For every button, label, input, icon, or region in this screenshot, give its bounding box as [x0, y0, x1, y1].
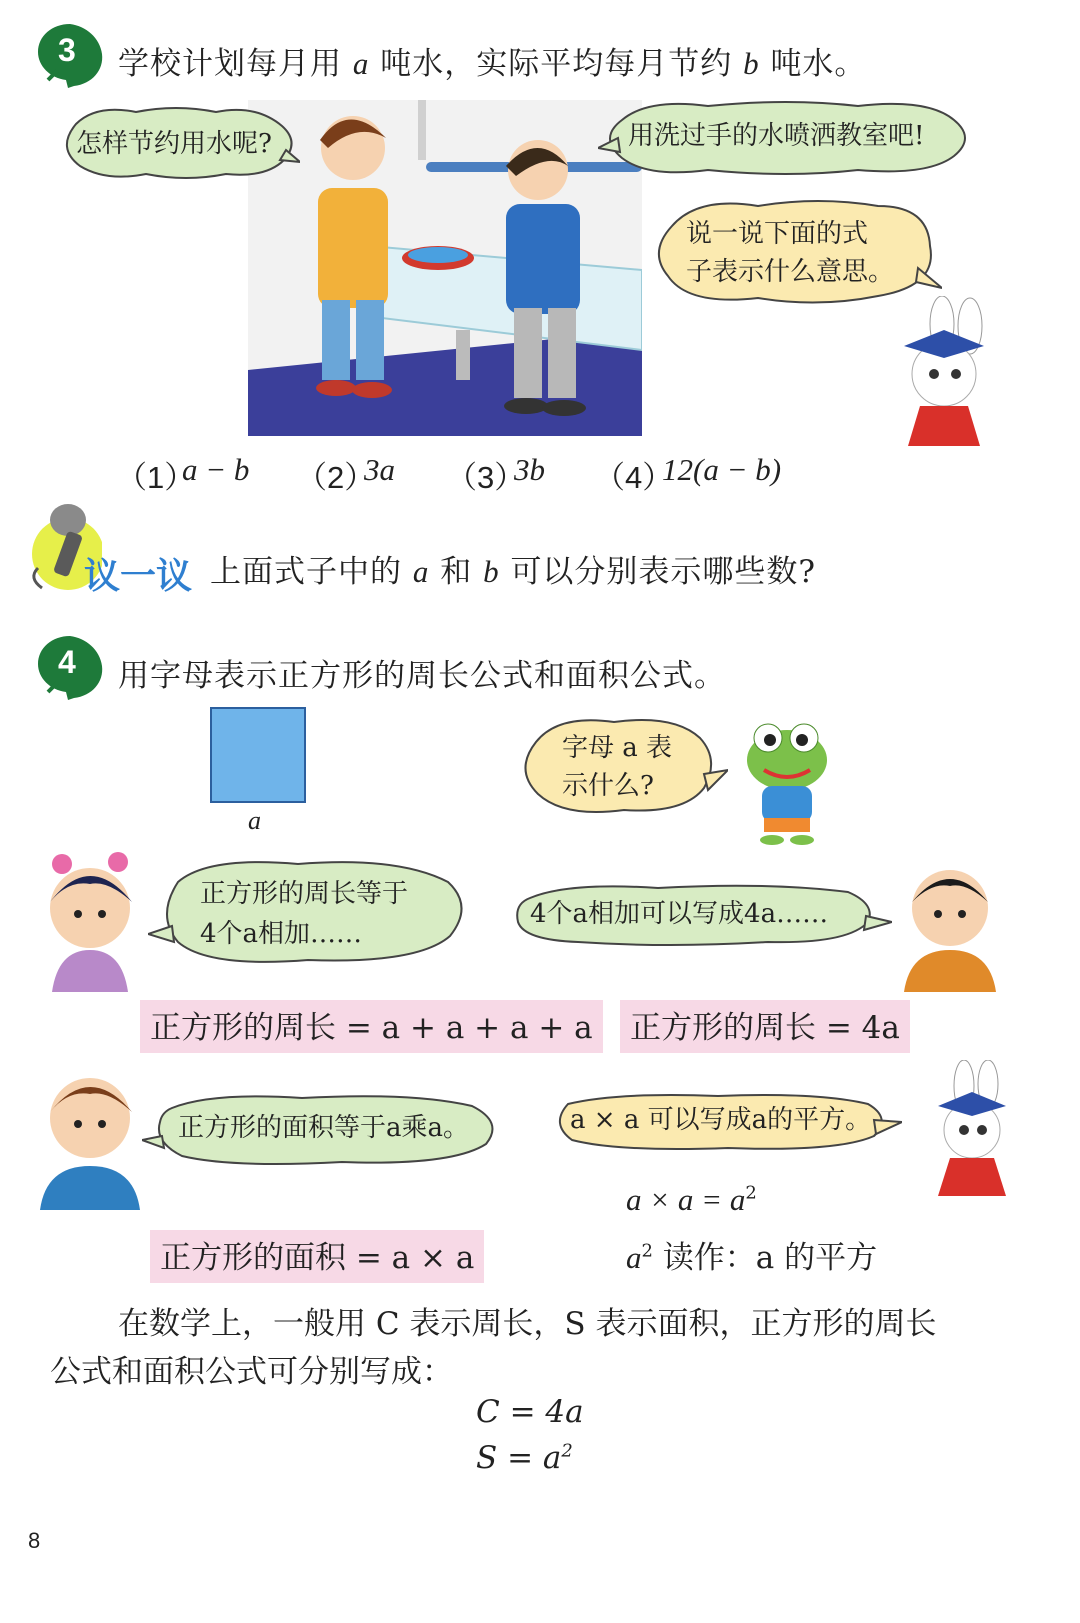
perimeter-formula-long: 正方形的周长 = a + a + a + a: [140, 1000, 603, 1053]
perimeter-formula-short: 正方形的周长 = 4a: [620, 1000, 910, 1053]
discuss-section: [0, 492, 1080, 602]
speech-bubble-boy-right: [508, 882, 892, 948]
superscript: 2: [561, 1440, 573, 1462]
bubble-text-line2: 4个a相加……: [200, 919, 363, 949]
girl-icon: [38, 850, 142, 992]
expression-value: 3b: [514, 452, 545, 487]
rabbit-teacher-icon: [884, 296, 996, 452]
blue-square: [210, 707, 306, 803]
bubble-text: 怎样节约用水呢?: [76, 129, 272, 159]
speech-bubble-girl: [148, 856, 474, 968]
problem-4: [0, 628, 1080, 718]
speech-bubble-frog: [514, 714, 728, 818]
expression-label: （2）: [296, 460, 376, 495]
expression-value: 12(a − b): [662, 452, 782, 487]
speech-bubble-left: [56, 104, 300, 182]
discuss-title: 议一议: [84, 556, 193, 597]
square-equation: $a \times a = a^2$: [626, 1182, 757, 1217]
area-formula: 正方形的面积 = a × a: [150, 1230, 484, 1283]
boy-blue-icon: [36, 1062, 144, 1210]
paragraph-line-1: 在数学上，一般用 C 表示周长，S 表示面积，正方形的周长: [118, 1306, 937, 1342]
problem-text: 学校计划每月用 a 吨水，实际平均每月节约 b 吨水。: [118, 46, 867, 82]
speech-bubble-right: [598, 98, 976, 178]
expression-label: （4）: [594, 460, 674, 495]
speech-bubble-boy-left: [142, 1092, 506, 1168]
formula-s: $S = a^2$: [476, 1440, 573, 1476]
speech-bubble-rabbit-2: [548, 1092, 902, 1152]
superscript: 2: [641, 1240, 653, 1262]
frog-icon: [740, 722, 834, 846]
bubble-text-line1: 字母 a 表: [562, 733, 673, 763]
bubble-text: 正方形的面积等于a乘a。: [178, 1113, 470, 1143]
bubble-text: 4个a相加可以写成4a……: [530, 899, 829, 929]
expression-label: （3）: [446, 460, 526, 495]
superscript: 2: [745, 1182, 757, 1204]
boy-orange-icon: [896, 856, 1004, 992]
square-side-label: a: [248, 806, 261, 835]
expression-value: a − b: [182, 452, 250, 487]
problem-number: 4: [58, 644, 76, 680]
formula-c: C = 4a: [476, 1394, 584, 1430]
problem-3: [0, 0, 1080, 110]
bubble-text-line2: 子表示什么意思。: [686, 257, 895, 287]
rabbit-teacher-icon: [920, 1060, 1014, 1200]
problem-text: 用字母表示正方形的周长公式和面积公式。: [118, 658, 726, 694]
problem-number: 3: [58, 32, 76, 68]
square-read-as: $a^2$ 读作：a 的平方: [626, 1240, 878, 1276]
paragraph-line-2: 公式和面积公式可分别写成：: [50, 1354, 453, 1390]
bubble-text: 用洗过手的水喷洒教室吧!: [628, 121, 925, 151]
bubble-text-line2: 示什么?: [562, 771, 654, 801]
expression-label: （1）: [116, 460, 196, 495]
bubble-text-line1: 正方形的周长等于: [200, 879, 409, 909]
bubble-text-line1: 说一说下面的式: [686, 219, 869, 249]
page-number: 8: [28, 1528, 41, 1553]
handwashing-illustration: [248, 100, 642, 436]
expression-value: 3a: [364, 452, 395, 487]
bubble-text: a × a 可以写成a的平方。: [570, 1105, 872, 1135]
speech-bubble-rabbit: [648, 196, 942, 308]
discuss-text: 上面式子中的 a 和 b 可以分别表示哪些数?: [210, 554, 817, 590]
